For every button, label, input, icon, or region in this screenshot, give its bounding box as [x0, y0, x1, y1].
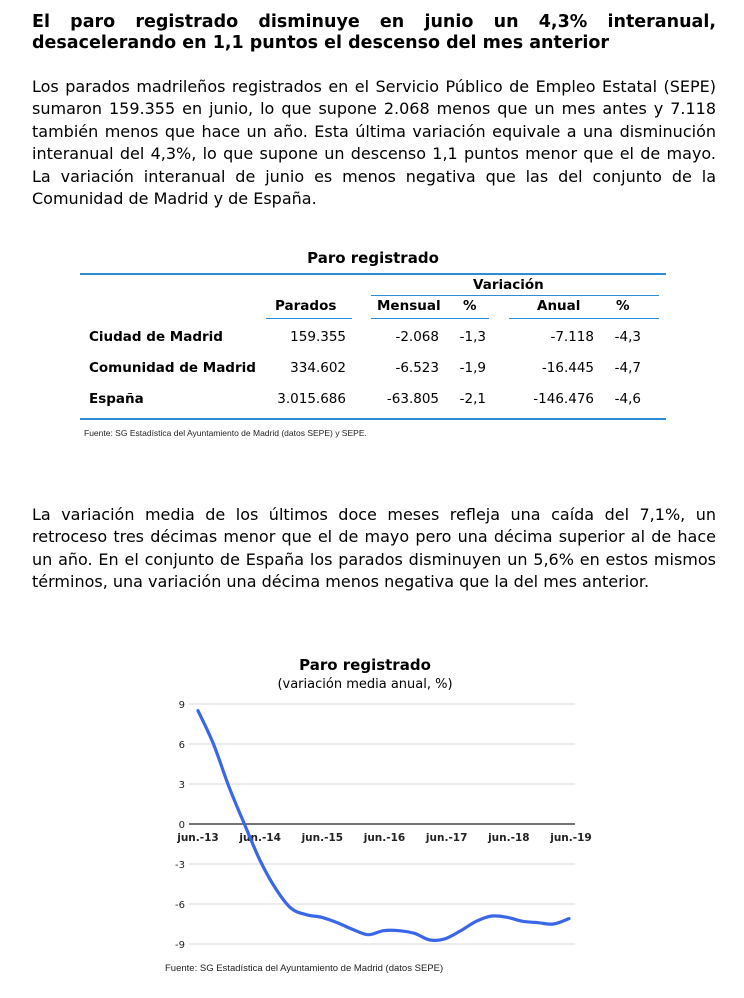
variacion-rule [371, 295, 659, 296]
line-chart [160, 696, 600, 956]
y-tick-label: 6 [178, 740, 185, 751]
x-tick-label: jun.-19 [550, 832, 592, 844]
header-variacion: Variación [473, 277, 544, 293]
header-pct-mensual: % [463, 298, 477, 314]
series-line [198, 711, 569, 941]
x-tick-label: jun.-13 [177, 832, 219, 844]
cell-pct-mensual: -1,3 [459, 329, 486, 345]
chart-subtitle: (variación media anual, %) [277, 677, 453, 692]
table-row-label: Ciudad de Madrid [89, 329, 223, 345]
cell-pct-anual: -4,7 [614, 360, 641, 376]
cell-mensual: -63.805 [386, 391, 439, 407]
x-tick-label: jun.-14 [239, 832, 281, 844]
cell-parados: 3.015.686 [277, 391, 346, 407]
x-tick-label: jun.-16 [363, 832, 406, 844]
cell-anual: -16.445 [541, 360, 594, 376]
header-pct-anual: % [616, 298, 630, 314]
table-title: Paro registrado [307, 249, 439, 267]
table-row-label: España [89, 391, 144, 407]
cell-pct-mensual: -1,9 [459, 360, 486, 376]
chart-title: Paro registrado [299, 656, 431, 674]
x-tick-label: jun.-18 [488, 832, 530, 844]
header-anual: Anual [537, 298, 581, 314]
cell-parados: 159.355 [290, 329, 346, 345]
cell-anual: -146.476 [533, 391, 594, 407]
y-tick-label: -6 [175, 900, 185, 911]
y-tick-label: 3 [178, 780, 185, 791]
chart-source: Fuente: SG Estadística del Ayuntamiento de Madrid (datos SEPE) [165, 963, 444, 974]
header-parados: Parados [275, 298, 337, 314]
y-tick-label: 9 [178, 700, 185, 711]
header-rule-parados [266, 318, 352, 319]
cell-pct-mensual: -2,1 [459, 391, 486, 407]
cell-parados: 334.602 [290, 360, 346, 376]
header-rule-anual [509, 318, 659, 319]
page-heading: El paro registrado disminuye en junio un 4,3% interanual, desacelerando en 1,1 puntos el descenso del mes anterior [32, 12, 716, 53]
table-row-label: Comunidad de Madrid [89, 360, 256, 376]
header-mensual: Mensual [377, 298, 441, 314]
table-top-rule [80, 273, 666, 275]
y-tick-label: -3 [175, 860, 185, 871]
cell-anual: -7.118 [550, 329, 594, 345]
paragraph-1: Los parados madrileños registrados en el Servicio Público de Empleo Estatal (SEPE) sumaron 159.355 en junio, lo que supone 2.068 menos que un mes antes y 7.118 también menos que hace un año. Esta última variación equivale a una disminución interanual del 4,3%, lo que supone un descenso 1,1 puntos menor que el de mayo. La variación interanual de junio es menos negativa que las del conjunto de la Comunidad de Madrid y de España. [32, 77, 716, 209]
table-bottom-rule [80, 418, 666, 420]
table-source: Fuente: SG Estadística del Ayuntamiento de Madrid (datos SEPE) y SEPE. [84, 428, 367, 438]
x-tick-label: jun.-15 [301, 832, 344, 844]
cell-pct-anual: -4,3 [614, 329, 641, 345]
paragraph-2: La variación media de los últimos doce meses refleja una caída del 7,1%, un retroceso tres décimas menor que el de mayo pero una décima superior al de hace un año. En el conjunto de España los parados disminuyen un 5,6% en estos mismos términos, una variación una décima menos negativa que la del mes anterior. [32, 505, 716, 592]
y-tick-label: 0 [178, 820, 185, 831]
x-tick-label: jun.-17 [425, 832, 468, 844]
header-rule-mensual [371, 318, 489, 319]
cell-pct-anual: -4,6 [614, 391, 641, 407]
y-tick-label: -9 [175, 940, 185, 951]
cell-mensual: -6.523 [395, 360, 439, 376]
cell-mensual: -2.068 [395, 329, 439, 345]
